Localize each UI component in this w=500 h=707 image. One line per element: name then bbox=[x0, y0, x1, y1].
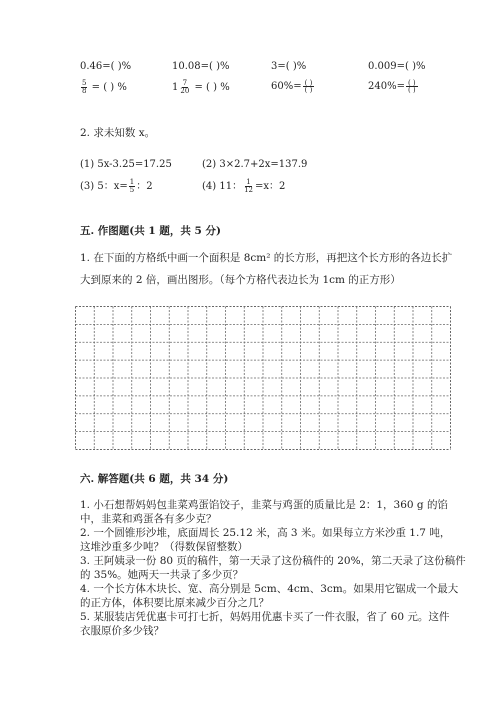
conv-expr: 0.009= bbox=[368, 61, 406, 72]
answer-blank[interactable]: ( ) bbox=[209, 61, 220, 72]
problem-4-line-2: 的正方体，体积要比原来减少百分之几？ bbox=[80, 597, 269, 609]
denominator: 12 bbox=[244, 186, 253, 194]
conv-2-2 bbox=[172, 80, 230, 95]
blank-fraction[interactable] bbox=[406, 80, 418, 93]
blank-numerator[interactable]: ( ) bbox=[304, 79, 313, 87]
numerator: 1 bbox=[246, 178, 251, 186]
section-5-heading: 五. 作图题(共 1 题，共 5 分) bbox=[80, 225, 221, 237]
equation-prefix: (4) 11： bbox=[202, 181, 243, 192]
numerator: 7 bbox=[182, 79, 188, 87]
conv-rest[interactable]: = ( ) % bbox=[194, 82, 230, 93]
answer-blank[interactable]: ( ) bbox=[110, 61, 122, 72]
problem-4-line-1: 4. 一个长方体木块长、宽、高分别是 5cm、4cm、3cm。如果用它锯成一个最大 bbox=[80, 583, 459, 595]
conv-expr: 240%= bbox=[368, 81, 405, 92]
conv-2-3 bbox=[271, 80, 314, 93]
numerator: 1 bbox=[129, 178, 135, 186]
blank-fraction[interactable] bbox=[303, 80, 315, 93]
numerator: 5 bbox=[82, 79, 87, 87]
percent-sign: % bbox=[416, 61, 426, 72]
problem-5-line-2: 衣服原价多少钱？ bbox=[80, 625, 164, 637]
problem-1-line-2: 中，韭菜和鸡蛋各有多少克？ bbox=[80, 513, 217, 525]
fraction bbox=[179, 80, 190, 95]
denominator: 20 bbox=[180, 87, 190, 95]
problem-2-line-2: 这堆沙重多少吨？（得数保留整数） bbox=[80, 541, 248, 553]
conv-1-4 bbox=[368, 60, 426, 73]
section-5-question-line-1: 1. 在下面的方格纸中画一个面积是 8cm² 的长方形，再把这个长方形的各边长扩 bbox=[80, 252, 453, 264]
equation-prefix: (3) 5：x= bbox=[80, 181, 128, 192]
conv-expr: 3= bbox=[271, 61, 286, 72]
equation-2: (2) 3×2.7+2x=137.9 bbox=[202, 159, 308, 170]
denominator: 5 bbox=[129, 186, 135, 194]
fraction bbox=[81, 80, 87, 95]
blank-numerator[interactable]: ( ) bbox=[407, 79, 416, 87]
problem-3-line-1: 3. 王阿姨录一份 80 页的稿件，第一天录了这份稿件的 20%，第二天录了这份稿件 bbox=[80, 555, 466, 567]
equation-1: (1) 5x-3.25=17.25 bbox=[80, 159, 172, 170]
equation-suffix: ：2 bbox=[136, 181, 153, 192]
section-6-heading: 六. 解答题(共 6 题，共 34 分) bbox=[80, 473, 229, 485]
mixed-whole: 1 bbox=[172, 82, 179, 93]
fraction bbox=[129, 179, 135, 194]
conv-expr: 10.08= bbox=[172, 61, 210, 72]
conv-expr: 60%= bbox=[271, 81, 302, 92]
answer-blank[interactable]: ( ) bbox=[285, 61, 297, 72]
conv-rest[interactable]: = ( ) % bbox=[91, 82, 127, 93]
problem-2-line-1: 2. 一个圆锥形沙堆，底面周长 25.12 米，高 3 米。如果每立方米沙重 1.7 吨， bbox=[80, 527, 451, 539]
drawing-grid[interactable] bbox=[75, 306, 451, 450]
conv-2-1 bbox=[80, 80, 127, 95]
blank-denominator[interactable]: ( ) bbox=[407, 86, 416, 94]
equation-suffix: =x：2 bbox=[255, 181, 286, 192]
conv-1-2 bbox=[172, 60, 230, 73]
question-2-title: 2. 求未知数 x。 bbox=[80, 127, 156, 139]
fraction bbox=[243, 179, 254, 194]
denominator: 8 bbox=[82, 87, 87, 95]
grid-paper[interactable] bbox=[75, 306, 451, 450]
problem-1-line-1: 1. 小石想帮妈妈包韭菜鸡蛋馅饺子，韭菜与鸡蛋的质量比是 2：1，360 g 的馅 bbox=[80, 499, 448, 511]
equation-3 bbox=[80, 179, 153, 194]
percent-sign: % bbox=[220, 61, 230, 72]
percent-sign: % bbox=[121, 61, 132, 72]
problem-3-line-2: 的 35%。她两天一共录了多少页？ bbox=[80, 569, 244, 581]
answer-blank[interactable]: ( ) bbox=[405, 61, 416, 72]
conv-1-1 bbox=[80, 60, 131, 73]
conv-expr: 0.46= bbox=[80, 61, 111, 72]
conv-1-3 bbox=[271, 60, 306, 73]
section-5-question-line-2: 大到原来的 2 倍，画出图形。（每个方格代表边长为 1cm 的正方形） bbox=[80, 274, 401, 286]
problem-5-line-1: 5. 某服装店凭优惠卡可打七折，妈妈用优惠卡买了一件衣服，省了 60 元。这件 bbox=[80, 611, 450, 623]
equation-4 bbox=[202, 179, 285, 194]
percent-sign: % bbox=[296, 61, 307, 72]
blank-denominator[interactable]: ( ) bbox=[304, 86, 313, 94]
conv-2-4 bbox=[368, 80, 418, 93]
